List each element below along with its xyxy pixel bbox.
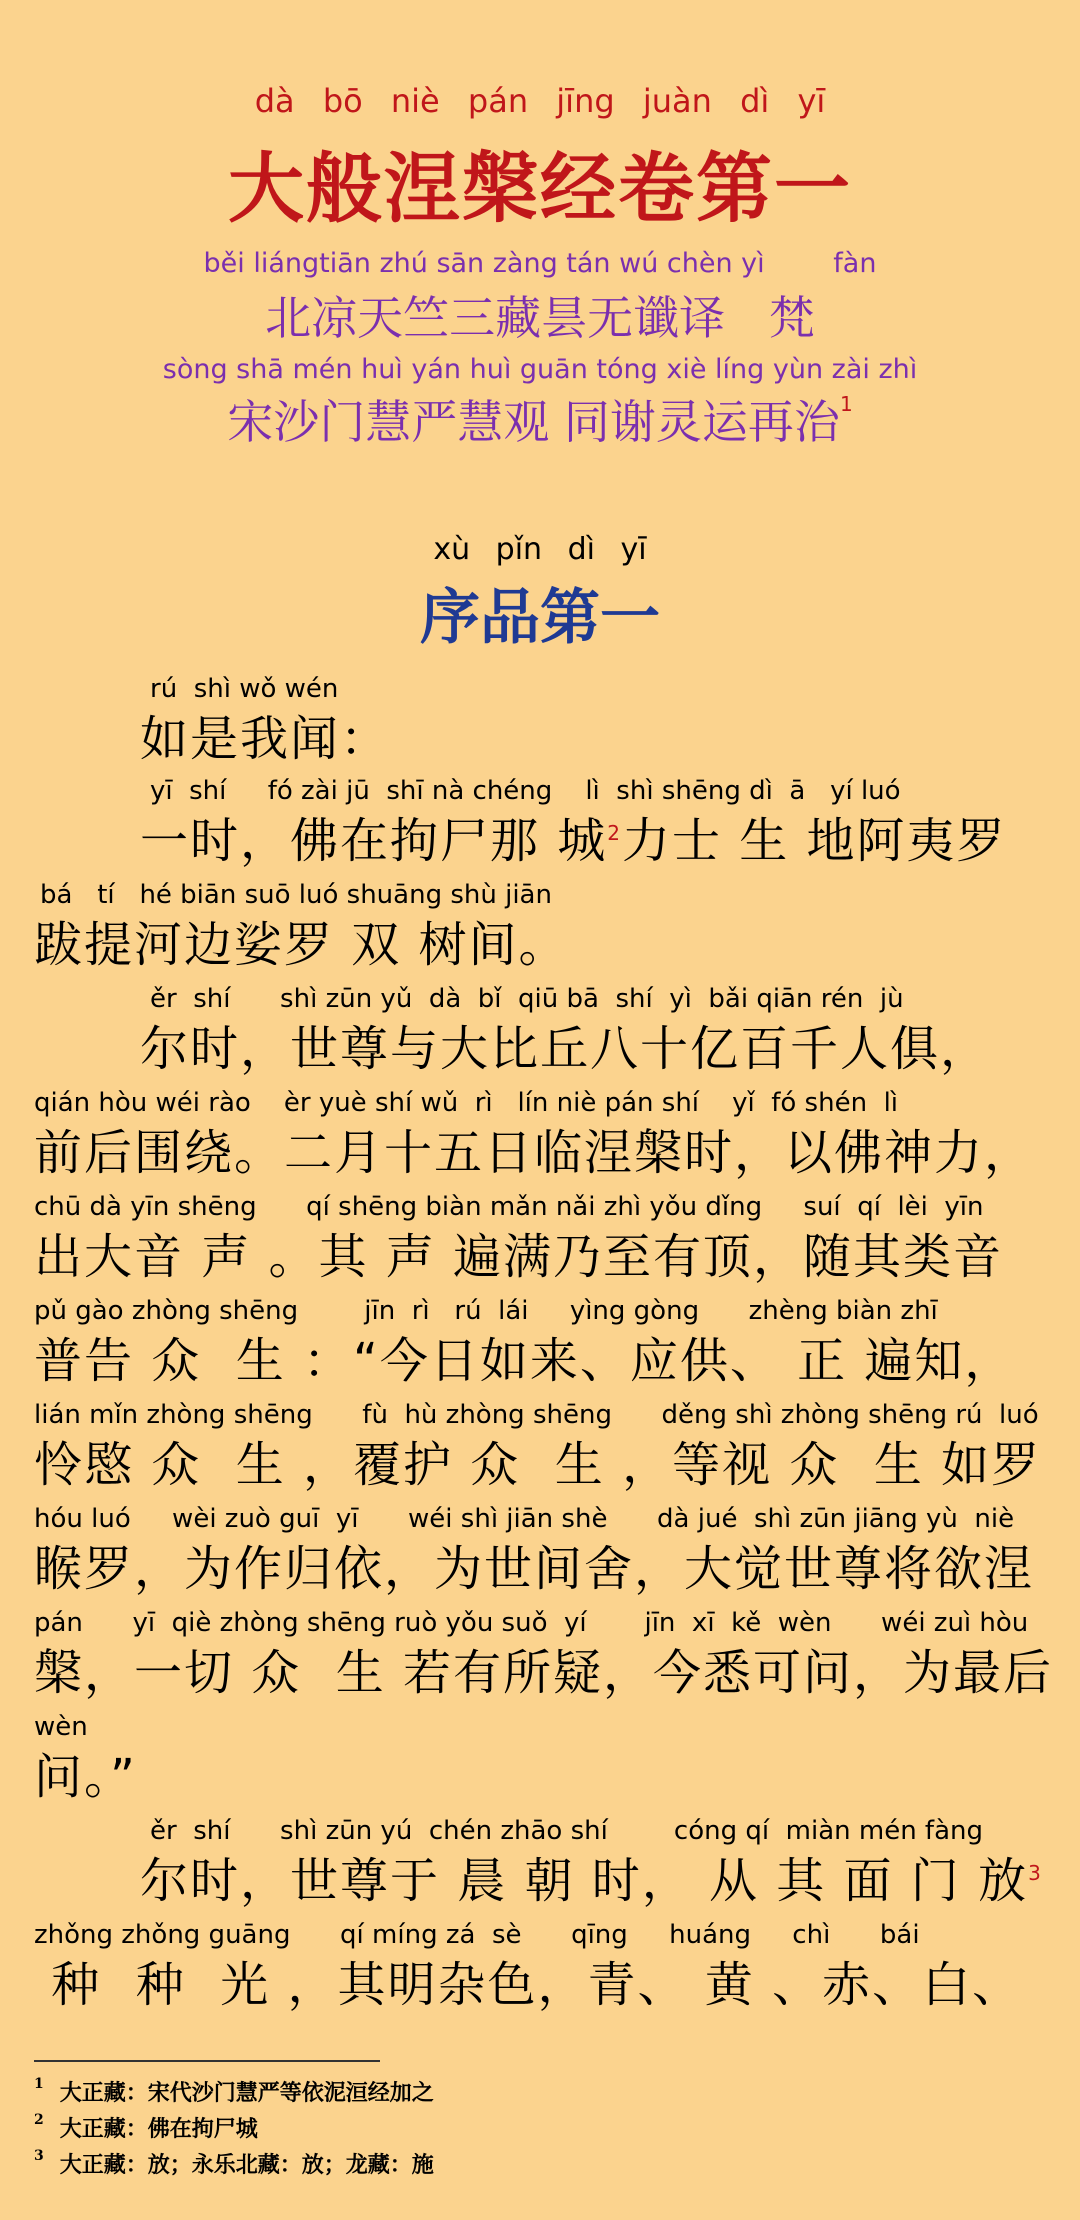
pinyin-line: lián mǐn zhòng shēng fù hù zhòng shēng děng shì zhòng shēng rú luó (34, 1400, 1039, 1430)
scripture-line (140, 802, 1007, 871)
pinyin-line: bá tí hé biān suō luó shuāng shù jiān (40, 880, 552, 910)
footnote-3: $^3$ 大正藏：放；永乐北藏：放；龙藏：施 (34, 2148, 434, 2178)
footnote-marker-2[interactable]: 2 (607, 821, 622, 845)
footnote-1: $^1$ 大正藏：宋代沙门慧严等依泥洹经加之 (34, 2076, 434, 2106)
pinyin-line: wèn (34, 1712, 88, 1742)
translator-line: 北凉天竺三藏昙无谶译 梵 (265, 291, 815, 345)
pinyin-line: yī shí fó zài jū shī nà chéng lì shì shēng dì ā yí luó (150, 776, 901, 806)
revisers-text: 宋沙门慧严慧观 同谢灵运再治 (227, 395, 840, 449)
chapter-title: 序品第一 (420, 583, 660, 653)
pinyin-line: qián hòu wéi rào èr yuè shí wǔ rì lín niè pán shí yǐ fó shén lì (34, 1088, 899, 1118)
pinyin-line: ěr shí shì zūn yǔ dà bǐ qiū bā shí yì bǎi qiān rén jù (150, 984, 904, 1014)
revisers-pinyin: sòng shā mén huì yán huì guān tóng xiè líng yùn zài zhì (162, 354, 918, 385)
pinyin-line: ěr shí shì zūn yú chén zhāo shí cóng qí miàn mén fàng (150, 1816, 984, 1846)
scripture-line: 怜愍 众 生 ，覆护 众 生 ，等视 众 生 如罗 (34, 1437, 1042, 1493)
title-pinyin: dà bō niè pán jīng juàn dì yī (254, 82, 826, 120)
revisers-line (0, 386, 1080, 452)
scripture-line: 普告 众 生 ：“今日如来、应供、 正 遍知， (34, 1333, 1015, 1389)
scripture-segment: 一时，佛在拘尸那 城 (140, 813, 608, 869)
footnote-marker-1[interactable]: 1 (839, 392, 853, 416)
translator-pinyin: běi liángtiān zhú sān zàng tán wú chèn yì fàn (203, 248, 877, 279)
pinyin-line: chū dà yīn shēng qí shēng biàn mǎn nǎi zhì yǒu dǐng suí qí lèi yīn (34, 1192, 984, 1222)
scripture-line: 种 种 光 ，其明杂色，青、 黄 、赤、白、 (34, 1957, 1023, 2013)
scripture-line (140, 1842, 1043, 1911)
scripture-line: 前后围绕。二月十五日临涅槃时，以佛神力， (34, 1125, 1035, 1181)
scripture-line: 尔时，世尊与大比丘八十亿百千人俱， (140, 1021, 991, 1077)
pinyin-line: rú shì wǒ wén (150, 674, 339, 704)
scripture-segment: 尔时，世尊于 晨 朝 时， 从 其 面 门 放 (140, 1853, 1029, 1909)
footnote-marker-3[interactable]: 3 (1028, 1861, 1043, 1885)
pinyin-line: hóu luó wèi zuò guī yī wéi shì jiān shè dà jué shì zūn jiāng yù niè (34, 1504, 1015, 1534)
scripture-line: 睺罗，为作归依，为世间舍，大觉世尊将欲涅 (34, 1541, 1035, 1597)
pinyin-line: zhǒng zhǒng guāng qí míng zá sè qīng huáng chì bái (34, 1920, 920, 1950)
chapter-pinyin: xù pǐn dì yī (433, 532, 647, 567)
scripture-title: 大般涅槃经卷第一 (228, 144, 852, 233)
scripture-line: 跋提河边娑罗 双 树间。 (34, 917, 569, 973)
scripture-segment: 力士 生 地阿夷罗 (622, 813, 1007, 869)
scripture-line: 问。” (34, 1749, 137, 1805)
footnote-2: $^2$ 大正藏：佛在拘尸城 (34, 2112, 258, 2142)
scripture-line: 槃，一切 众 生 若有所疑，今悉可问，为最后 (34, 1645, 1054, 1701)
footnote-divider (34, 2060, 380, 2062)
scripture-line: 如是我闻： (140, 711, 391, 767)
scripture-line: 出大音 声 。其 声 遍满乃至有顶，随其类音 (34, 1229, 1004, 1285)
pinyin-line: pán yī qiè zhòng shēng ruò yǒu suǒ yí jīn xī kě wèn wéi zuì hòu (34, 1608, 1029, 1638)
pinyin-line: pǔ gào zhòng shēng jīn rì rú lái yìng gòng zhèng biàn zhī (34, 1296, 938, 1326)
